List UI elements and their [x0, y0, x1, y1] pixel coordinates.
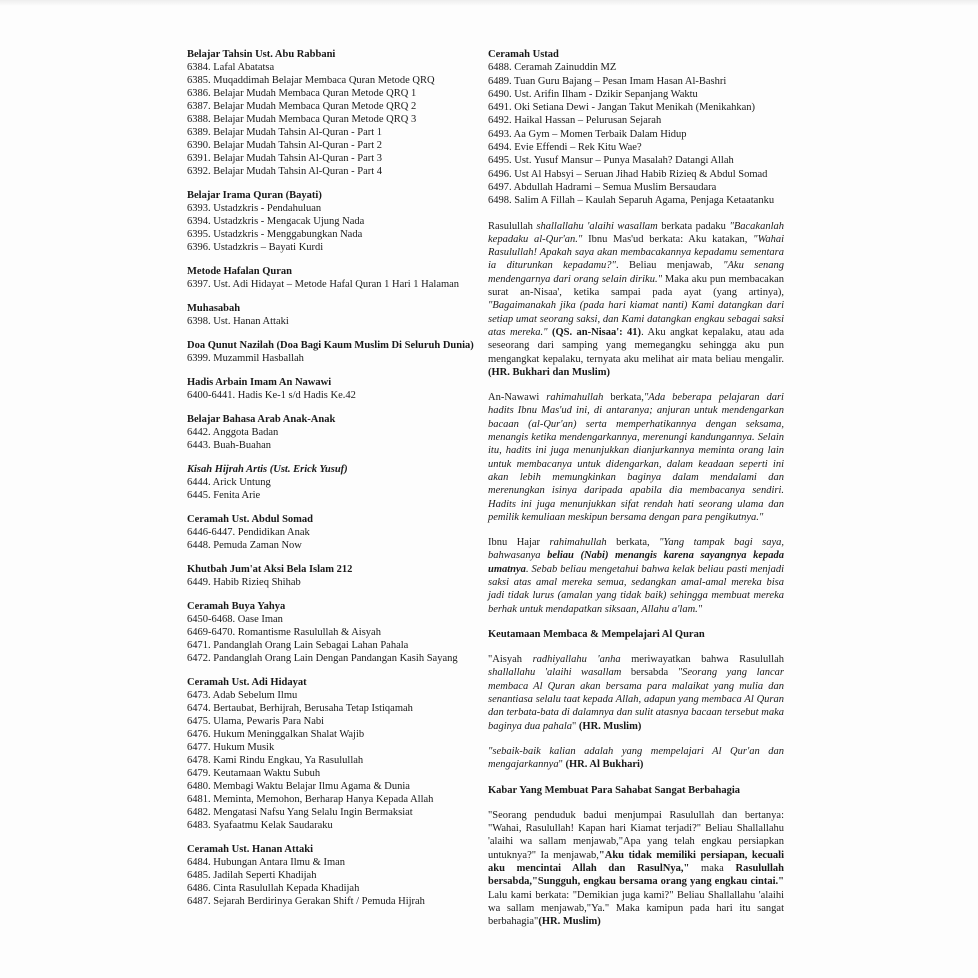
list-item: 6446-6447. Pendidikan Anak — [187, 527, 310, 538]
list-item: 6445. Fenita Arie — [187, 490, 261, 501]
text-segment: bersabda — [621, 667, 678, 679]
list-item: 6398. Ust. Hanan Attaki — [187, 316, 289, 327]
list-item: 6475. Ulama, Pewaris Para Nabi — [187, 716, 325, 727]
text-segment: rahimahullah — [546, 392, 604, 404]
list-item: 6479. Keutamaan Waktu Subuh — [187, 768, 321, 779]
catalog-section — [187, 463, 485, 502]
list-item: 6482. Mengatasi Nafsu Yang Selalu Ingin Bermaksiat — [187, 807, 413, 818]
paragraph-text — [488, 220, 784, 380]
list-item: 6442. Anggota Badan — [187, 427, 279, 438]
text-segment: berkata padaku — [657, 220, 730, 232]
list-item: 6385. Muqaddimah Belajar Membaca Quran Metode QRQ — [187, 75, 435, 86]
catalog-section — [187, 413, 485, 452]
list-item: 6484. Hubungan Antara Ilmu & Iman — [187, 857, 346, 868]
paragraph-text — [488, 391, 784, 524]
catalog-section — [187, 600, 485, 665]
text-segment: "Aisyah — [488, 654, 533, 666]
text-segment: "Bagaimanakah jika (pada hari kiamat nanti) Kami datangkan dari setiap umat seorang saksi, dan Kami datangkan engkau sebagai saksi atas mereka." — [488, 300, 784, 338]
text-segment: Lalu kami berkata: "Demikian juga kami?" Beliau Shallallahu 'alaihi wa sallam menjawab,"Ya." Maka kamipun pada hari itu sangat berbahagia" — [488, 889, 784, 928]
text-segment: "Seorang penduduk badui menjumpai Rasulullah dan bertanya: "Wahai, Rasulullah! Kapan hari Kiamat terjadi?" Beliau Shallallahu 'alaihi wa sallam menjawab,"Apa yang telah engkau persiapkan untuknya?" Ia menjawab, — [488, 809, 784, 861]
list-item: 6393. Ustadzkris - Pendahuluan — [187, 203, 322, 214]
text-segment: "Aku tidak memiliki persiapan, kecuali aku mencintai Allah dan RasulNya," — [488, 849, 784, 875]
catalog-section — [187, 265, 485, 291]
list-item: 6485. Jadilah Seperti Khadijah — [187, 870, 317, 881]
list-item: 6397. Ust. Adi Hidayat – Metode Hafal Quran 1 Hari 1 Halaman — [187, 279, 460, 290]
section-heading: Kabar Yang Membuat Para Sahabat Sangat Berbahagia — [488, 784, 741, 796]
text-segment: "Wahai Rasulullah! Apakah saya akan membacakannya kepadamu sementara ia diturunkan kepadamu?" — [488, 233, 785, 272]
section-heading: Keutamaan Membaca & Mempelajari Al Quran — [488, 628, 705, 640]
list-item: 6487. Sejarah Berdirinya Gerakan Shift / Pemuda Hijrah — [187, 896, 425, 907]
text-segment: maka — [689, 863, 736, 875]
catalog-section — [187, 339, 485, 365]
text-segment: Rasulullah bersabda,"Sungguh, engkau bersama orang yang engkau cintai." — [488, 863, 784, 888]
list-item: 6450-6468. Oase Iman — [187, 614, 283, 625]
list-item: 6389. Belajar Mudah Tahsin Al-Quran - Part 1 — [187, 127, 383, 138]
list-item: 6476. Hukum Meninggalkan Shalat Wajib — [187, 729, 365, 740]
text-segment: " — [558, 759, 566, 771]
section-heading: Muhasabah — [187, 303, 241, 314]
list-item: 6392. Belajar Mudah Tahsin Al-Quran - Part 4 — [187, 166, 383, 177]
list-item: 6495. Ust. Yusuf Mansur – Punya Masalah? Datangi Allah — [488, 155, 734, 167]
text-segment: "Ada beberapa pelajaran dari hadits Ibnu Mas'ud ini, di antaranya; anjuran untuk mendengarkan bacaan (al-Qur'an) serta memperhatikannya dengan seksama, menangis ketika mendengarkannya, merenungi kandungannya. Selain itu, hadits ini juga menunjukkan dianjurkannya meminta orang lain untuk membacanya untuk didengarkan, dalam keadaan seperti ini akan lebih memungkinkan baginya dalam mendalami dan merenungkan isinya daripada apabila dia membacanya sendiri. Hadits ini juga menunjukkan sifat rendah hati seorang ulama dan pemilik kemuliaan meskipun bersama dengan para pengikutnya." — [488, 392, 784, 523]
paragraph-text — [488, 653, 784, 733]
list-item: 6493. Aa Gym – Momen Terbaik Dalam Hidup — [488, 128, 687, 140]
text-segment: . Beliau menjawab, — [615, 260, 724, 272]
list-item: 6486. Cinta Rasulullah Kepada Khadijah — [187, 883, 360, 894]
list-item: 6391. Belajar Mudah Tahsin Al-Quran - Part 3 — [187, 153, 383, 164]
list-item: 6481. Meminta, Memohon, Berharap Hanya Kepada Allah — [187, 794, 434, 805]
text-segment: radhiyallahu 'anha — [532, 654, 621, 666]
text-segment: "Bacakanlah kepadaku al-Qur'an." — [488, 220, 784, 245]
text-segment: "sebaik-baik kalian adalah yang mempelajari Al Qur'an dan mengajarkannya — [488, 745, 784, 771]
section-heading: Belajar Tahsin Ust. Abu Rabbani — [187, 49, 336, 60]
list-item: 6443. Buah-Buahan — [187, 440, 271, 451]
text-segment: (HR. Muslim) — [578, 720, 642, 732]
catalog-section — [488, 48, 784, 208]
section-heading: Metode Hafalan Quran — [187, 266, 292, 277]
text-segment: shallallahu 'alaihi wasallam — [488, 667, 622, 679]
list-item: 6478. Kami Rindu Engkau, Ya Rasulullah — [187, 755, 364, 766]
list-item: 6496. Ust Al Habsyi – Seruan Jihad Habib Rizieq & Abdul Somad — [488, 168, 768, 180]
text-segment: Maka aku pun membacakan surat an-Nisaa', ketika sampai pada ayat (yang artinya), — [488, 273, 784, 299]
text-segment: . Sebab beliau mengetahui bahwa kelak beliau pasti menjadi saksi atas amal mereka semua, sedangkan amal-amal mereka bisa jadi tidak lurus (amalan yang tidak baik) sehingga membuat mereka berhak untuk mendapatkan siksaan, Allahu a'lam." — [488, 563, 784, 615]
paragraph-text — [488, 745, 784, 772]
list-item: 6488. Ceramah Zainuddin MZ — [488, 62, 617, 74]
list-item: 6474. Bertaubat, Berhijrah, Berusaha Tetap Istiqamah — [187, 703, 413, 714]
text-segment: "Seorang yang lancar membaca Al Quran akan bersama para malaikat yang mulia dan senantiasa selalu taat kepada Allah, adapun yang membaca Al Quran dan terbata-bata di dalamnya dan sulit atasnya bacaan tersebut maka baginya dua pahala — [488, 667, 784, 732]
catalog-section — [187, 563, 485, 589]
right-column — [488, 48, 784, 929]
paragraph-text — [488, 536, 784, 616]
list-item: 6395. Ustadzkris - Menggabungkan Nada — [187, 229, 363, 240]
section-heading: Khutbah Jum'at Aksi Bela Islam 212 — [187, 564, 353, 575]
catalog-section — [187, 376, 485, 402]
catalog-section — [187, 513, 485, 552]
text-segment: . Aku angkat kepalaku, atau ada seseorang dari samping yang memegangku sehingga aku pun mengangkat kepalaku, ternyata aku melihat air mata beliau mengalir. — [488, 326, 784, 365]
section-heading: Hadis Arbain Imam An Nawawi — [187, 377, 332, 388]
paragraph-text — [488, 809, 784, 929]
text-segment: "Yang tampak bagi saya, bahwasanya — [488, 537, 784, 562]
text-segment: rahimahullah — [549, 537, 607, 549]
section-heading: Ceramah Ust. Adi Hidayat — [187, 677, 307, 688]
catalog-section — [187, 843, 485, 908]
paragraph — [488, 391, 784, 524]
list-item: 6473. Adab Sebelum Ilmu — [187, 690, 298, 701]
catalog-section — [187, 302, 485, 328]
section-heading: Doa Qunut Nazilah (Doa Bagi Kaum Muslim Di Seluruh Dunia) — [187, 340, 474, 351]
list-item: 6449. Habib Rizieq Shihab — [187, 577, 301, 588]
list-item: 6396. Ustadzkris – Bayati Kurdi — [187, 242, 324, 253]
left-column — [187, 48, 485, 908]
list-item: 6444. Arick Untung — [187, 477, 271, 488]
list-item: 6400-6441. Hadis Ke-1 s/d Hadis Ke.42 — [187, 390, 356, 401]
list-item: 6498. Salim A Fillah – Kaulah Separuh Agama, Penjaga Ketaatanku — [488, 195, 775, 207]
text-segment: Ibnu Hajar — [488, 537, 550, 549]
text-segment: Rasulullah — [488, 220, 537, 232]
list-item: 6497. Abdullah Hadrami – Semua Muslim Bersaudara — [488, 181, 717, 193]
text-segment: beliau (Nabi) menangis karena sayangnya kepada umatnya — [488, 550, 785, 575]
list-item: 6492. Haikal Hassan – Pelurusan Sejarah — [488, 115, 662, 127]
list-item: 6494. Evie Effendi – Rek Kitu Wae? — [488, 142, 642, 154]
section-heading: Belajar Bahasa Arab Anak-Anak — [187, 414, 336, 425]
text-segment: (HR. Muslim) — [538, 916, 601, 928]
section-heading: Ceramah Ust. Hanan Attaki — [187, 844, 314, 855]
list-item: 6388. Belajar Mudah Membaca Quran Metode QRQ 3 — [187, 114, 417, 125]
text-segment: Ibnu Mas'ud berkata: Aku katakan, — [582, 233, 754, 245]
list-item: 6477. Hukum Musik — [187, 742, 275, 753]
list-item: 6489. Tuan Guru Bajang – Pesan Imam Hasan Al-Bashri — [488, 75, 727, 87]
paragraph — [488, 220, 784, 380]
paragraph — [488, 809, 784, 929]
section-heading: Ceramah Ust. Abdul Somad — [187, 514, 314, 525]
list-item: 6448. Pemuda Zaman Now — [187, 540, 302, 551]
list-item: 6390. Belajar Mudah Tahsin Al-Quran - Part 2 — [187, 140, 383, 151]
text-segment: berkata, — [603, 392, 644, 404]
text-segment: shallallahu 'alaihi wasallam — [536, 220, 658, 232]
section-heading-block — [488, 628, 784, 641]
list-item: 6491. Oki Setiana Dewi - Jangan Takut Menikah (Menikahkan) — [488, 102, 756, 114]
list-item: 6471. Pandanglah Orang Lain Sebagai Lahan Pahala — [187, 640, 409, 651]
section-heading-block — [488, 784, 784, 797]
text-segment: An-Nawawi — [488, 392, 547, 404]
list-item: 6480. Membagi Waktu Belajar Ilmu Agama & Dunia — [187, 781, 410, 792]
list-item: 6469-6470. Romantisme Rasulullah & Aisyah — [187, 627, 381, 638]
catalog-section — [187, 676, 485, 832]
scan-edge — [0, 0, 978, 6]
paragraph — [488, 745, 784, 772]
text-segment: (HR. Al Bukhari) — [565, 759, 644, 771]
list-item: 6490. Ust. Arifin Ilham - Dzikir Sepanjang Waktu — [488, 88, 698, 100]
section-heading: Ceramah Buya Yahya — [187, 601, 286, 612]
text-segment: (HR. Bukhari dan Muslim) — [488, 366, 610, 378]
list-item: 6387. Belajar Mudah Membaca Quran Metode QRQ 2 — [187, 101, 417, 112]
text-segment: meriwayatkan bahwa Rasulullah — [620, 654, 784, 666]
catalog-section — [187, 48, 485, 178]
paragraph — [488, 536, 784, 616]
list-item: 6483. Syafaatmu Kelak Saudaraku — [187, 820, 333, 831]
section-heading: Belajar Irama Quran (Bayati) — [187, 190, 322, 201]
list-item: 6394. Ustadzkris - Mengacak Ujung Nada — [187, 216, 365, 227]
paragraph — [488, 653, 784, 733]
text-segment: " — [572, 720, 579, 732]
text-segment: (QS. an-Nisaa': 41) — [547, 326, 642, 338]
list-item: 6386. Belajar Mudah Membaca Quran Metode QRQ 1 — [187, 88, 417, 99]
list-item: 6384. Lafal Abatatsa — [187, 62, 275, 73]
section-heading: Ceramah Ustad — [488, 49, 559, 60]
text-segment: "Aku senang mendengarnya dari orang selain diriku." — [488, 260, 785, 285]
list-item: 6472. Pandanglah Orang Lain Dengan Pandangan Kasih Sayang — [187, 653, 458, 664]
catalog-section — [187, 189, 485, 254]
section-heading: Kisah Hijrah Artis (Ust. Erick Yusuf) — [187, 464, 348, 475]
text-segment: berkata, — [606, 537, 660, 549]
list-item: 6399. Muzammil Hasballah — [187, 353, 304, 364]
